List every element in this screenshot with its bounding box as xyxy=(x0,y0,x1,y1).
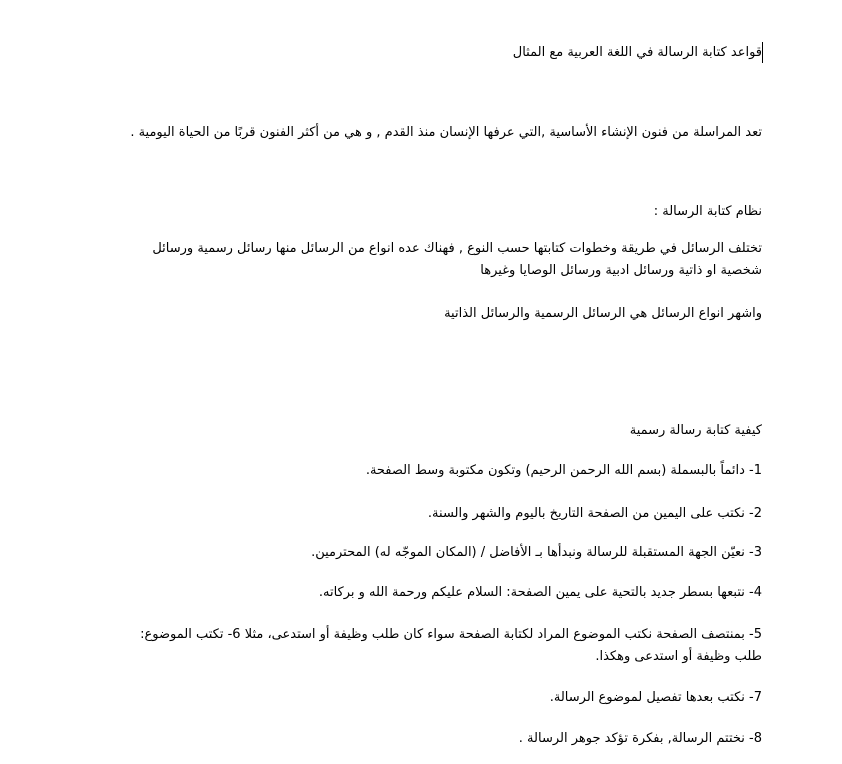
step-item-5: 5- بمنتصف الصفحة نكتب الموضوع المراد لكتابة الصفحة سواء كان طلب وظيفة أو استدعى، مثلا 6- تكتب الموضوع: طلب وظيفة أو استدعى وهكذا. xyxy=(140,627,762,664)
step-item-7: 7- نكتب بعدها تفصيل لموضوع الرسالة. xyxy=(549,690,762,705)
step-item-3: 3- نعيّن الجهة المستقبلة للرسالة ونبدأها بـ الأفاضل / (المكان الموجّه له) المحترمين. xyxy=(311,545,762,560)
step-item-2: 2- نكتب على اليمين من الصفحة التاريخ باليوم والشهر والسنة. xyxy=(427,506,762,521)
step-item-8: 8- نختتم الرسالة, بفكرة تؤكد جوهر الرسالة . xyxy=(518,731,762,746)
intro-paragraph: تعد المراسلة من فنون الإنشاء الأساسية ,التي عرفها الإنسان منذ القدم , و هي من أكثر الفنون قربًا من الحياة اليومية . xyxy=(130,125,762,140)
document-title: قواعد كتابة الرسالة في اللغة العربية مع المثال xyxy=(512,45,762,60)
system-paragraph: تختلف الرسائل في طريقة وخطوات كتابتها حسب النوع , فهناك عده انواع من الرسائل منها رسائل رسمية ورسائل شخصية او ذاتية ورسائل ادبية ورسائل الوصايا وغيرها xyxy=(152,241,762,278)
famous-types-paragraph: واشهر انواع الرسائل هي الرسائل الرسمية والرسائل الذاتية xyxy=(444,306,762,321)
step-item-1: 1- دائماً بالبسملة (بسم الله الرحمن الرحيم) وتكون مكتوبة وسط الصفحة. xyxy=(365,463,762,478)
how-heading: كيفية كتابة رسالة رسمية xyxy=(629,423,762,438)
system-heading: نظام كتابة الرسالة : xyxy=(653,204,762,219)
step-item-4: 4- نتبعها بسطر جديد بالتحية على يمين الصفحة: السلام عليكم ورحمة الله و بركاته. xyxy=(318,585,762,600)
text-cursor xyxy=(762,42,763,63)
